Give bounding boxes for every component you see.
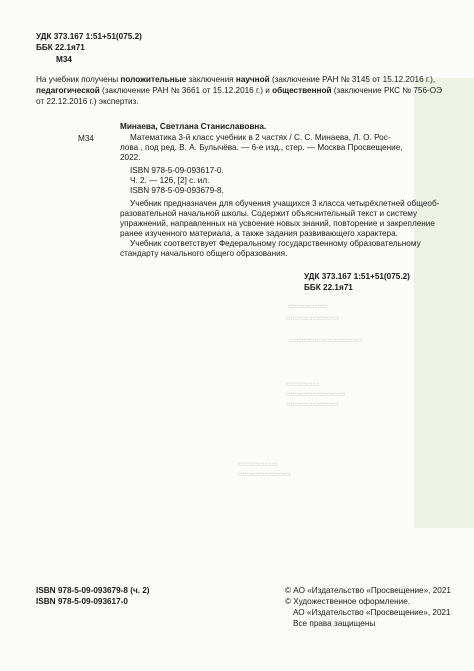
copyright-1: © АО «Издательство «Просвещение», 2021 [285, 586, 451, 595]
show-through-5: ▭▭▭▭▭▭▭▭▭ [286, 391, 346, 398]
show-through-7: ▭▭▭▭▭▭ [238, 461, 278, 468]
reviews-line-3: от 22.12.2016 г.) экспертиз. [36, 97, 139, 106]
annotation-line: Учебник предназначен для обучения учащихся 3 класса четырёхлетней общеоб- [130, 199, 440, 208]
bbk-top: ББК 22.1я71 [36, 43, 85, 52]
card-udk: УДК 373.167 1:51+51(075.2) [304, 272, 410, 281]
bottom-isbn-set: ISBN 978-5-09-093617-0 [36, 597, 128, 606]
annotation-line: разовательной начальной школы. Содержит объяснительный текст и систему [120, 209, 418, 218]
card-code: М34 [78, 134, 94, 143]
annotation-line: стандарту начального общего образования. [120, 249, 288, 258]
annotation-line: Учебник соответствует Федеральному государственному образовательному [130, 239, 421, 248]
copyright-4: Все права защищены [293, 619, 376, 628]
annotation-line: ранее изученного материала, а также задания развивающего характера. [120, 229, 398, 238]
annotation-line: упражнений, направленных на усвоение новых знаний, повторение и закрепление [120, 219, 435, 228]
card-description [120, 133, 420, 163]
card-desc-line: лова , под ред. В. А. Булычёва. — 6-е изд., стер. — Москва Просвещение, [120, 143, 403, 152]
card-desc-line: Математика 3-й класс учебник в 2 частях / С. С. Минаева, Л. О. Рос- [130, 133, 391, 142]
card-desc-line: 2022. [120, 153, 141, 162]
code-top: М34 [56, 55, 72, 64]
show-through-1: ▭▭▭▭▭▭ [288, 303, 328, 310]
show-through-6: ▭▭▭▭▭▭▭▭ [286, 401, 339, 408]
card-isbn-line: ISBN 978-5-09-093617-0. [130, 166, 224, 175]
copyright-3: АО «Издательство «Просвещение», 2021 [293, 608, 451, 617]
card-isbn-list [130, 166, 224, 196]
show-through-8: ▭▭▭▭▭▭▭▭ [238, 471, 291, 478]
cover-bleed-through [414, 78, 474, 528]
show-through-2: ▭▭▭▭▭▭▭▭ [286, 315, 339, 322]
copyright-2: © Художественное оформление. [285, 597, 411, 606]
reviews-line-2: педагогической (заключение РАН № 3661 от 15.12.2016 г.) и общественной (заключение РКС № 756-ОЭ [36, 86, 443, 95]
show-through-3: ▭▭▭▭▭▭▭▭▭▭▭ [290, 337, 363, 344]
bottom-isbn-part2: ISBN 978-5-09-093679-8 (ч. 2) [36, 586, 150, 595]
udk-top: УДК 373.167 1:51+51(075.2) [36, 32, 142, 41]
show-through-4: ▭▭▭▭▭ [286, 381, 320, 388]
card-isbn-line: ISBN 978-5-09-093679-8. [130, 186, 224, 195]
card-bbk: ББК 22.1я71 [304, 283, 353, 292]
card-isbn-line: Ч. 2. — 126, [2] с. ил. [130, 176, 210, 185]
reviews-line-1: На учебник получены положительные заключения научной (заключение РАН № 3145 от 15.12.2016 г.), [36, 75, 436, 84]
card-author: Минаева, Светлана Станиславовна. [120, 122, 267, 131]
card-annotation [120, 199, 439, 259]
